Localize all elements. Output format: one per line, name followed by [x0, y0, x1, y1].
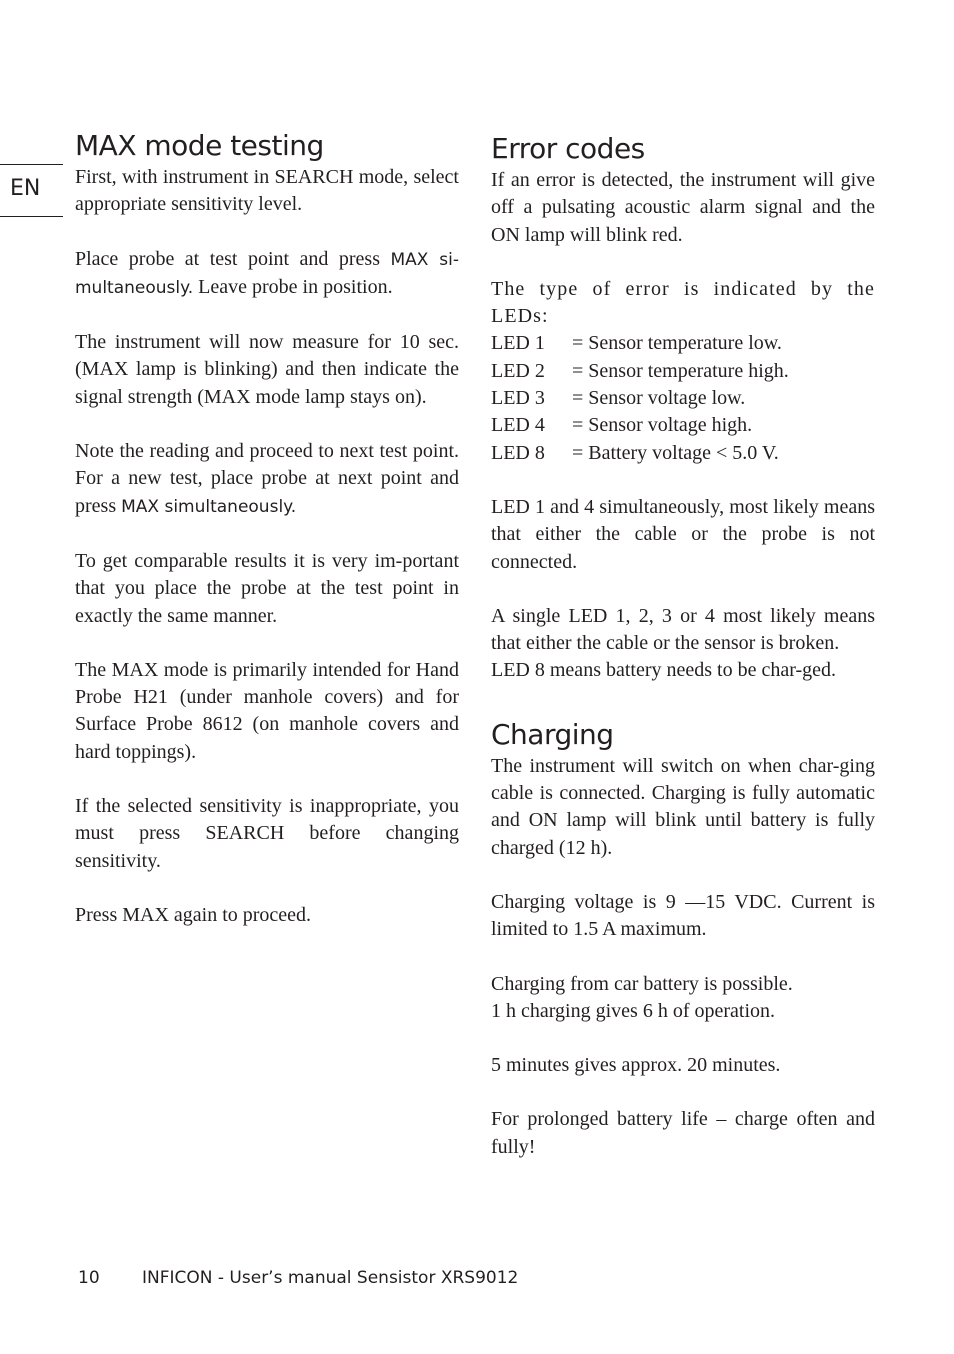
language-tab-bottom-rule [0, 216, 63, 217]
text-run: Note the reading and proceed to next test point. For a new test, place probe at next point and press [75, 440, 459, 517]
charging-paragraph-1: The instrument will switch on when char-ging cable is connected. Charging is fully automatic and ON lamp will blink until battery is fully charged (12 h). [491, 754, 875, 859]
led-label: LED 8 [491, 441, 545, 464]
led-description: = Sensor voltage high. [572, 414, 753, 437]
led-list-item [491, 330, 875, 357]
error-paragraph-1: If an error is detected, the instrument will give off a pulsating acoustic alarm signal and the ON lamp will blink red. [491, 169, 875, 246]
led-list-item [491, 412, 875, 439]
led-description: = Sensor temperature high. [572, 359, 789, 382]
max-mode-paragraph-3: The instrument will now measure for 10 sec. (MAX lamp is blinking) and then indicate the signal strength (MAX mode lamp stays on). [75, 331, 459, 408]
left-column [75, 128, 459, 956]
page-footer [78, 1268, 518, 1288]
error-paragraph-2: The type of error is indicated by the LEDs: [491, 277, 875, 328]
error-paragraph-4: A single LED 1, 2, 3 or 4 most likely means that either the cable or the sensor is broken. [491, 604, 875, 655]
max-mode-paragraph-8: Press MAX again to proceed. [75, 903, 312, 926]
led-list-item [491, 358, 875, 385]
text-run-sans: MAX si-multaneously. [75, 249, 460, 298]
max-mode-paragraph-5: To get comparable results it is very im-portant that you place the probe at the test point in exactly the same manner. [75, 549, 459, 627]
error-codes-heading: Error codes [491, 132, 645, 165]
led-list [491, 330, 875, 466]
led-label: LED 4 [491, 414, 545, 437]
language-tab-top-rule [0, 164, 63, 165]
error-paragraph-5: LED 8 means battery needs to be char-ged. [491, 659, 837, 682]
charging-paragraph-4: 5 minutes gives approx. 20 minutes. [491, 1054, 781, 1077]
max-mode-paragraph-2 [75, 246, 459, 303]
led-description: = Sensor voltage low. [572, 387, 746, 410]
right-column [491, 128, 875, 1188]
charging-paragraph-5: For prolonged battery life – charge often and fully! [491, 1108, 875, 1158]
text-run-sans: MAX simultaneously. [121, 496, 297, 517]
charging-heading: Charging [491, 717, 614, 751]
max-mode-paragraph-1: First, with instrument in SEARCH mode, select appropriate sensitivity level. [75, 166, 459, 216]
led-label: LED 3 [491, 387, 545, 410]
led-label: LED 2 [491, 359, 545, 382]
max-mode-heading: MAX mode testing [75, 129, 324, 162]
max-mode-paragraph-7: If the selected sensitivity is inappropriate, you must press SEARCH before changing sensitivity. [75, 795, 459, 872]
charging-paragraph-3a: Charging from car battery is possible. [491, 972, 793, 995]
text-run: Place probe at test point and press [75, 247, 391, 270]
led-label: LED 1 [491, 332, 545, 355]
led-description: = Battery voltage < 5.0 V. [572, 441, 779, 464]
led-description: = Sensor temperature low. [572, 332, 782, 355]
error-paragraph-3: LED 1 and 4 simultaneously, most likely means that either the cable or the probe is not connected. [491, 495, 875, 573]
led-list-item [491, 385, 875, 412]
text-run: Leave probe in position. [193, 275, 393, 298]
max-mode-paragraph-6: The MAX mode is primarily intended for Hand Probe H21 (under manhole covers) and for Surface Probe 8612 (on manhole covers and hard toppings). [75, 658, 459, 763]
max-mode-paragraph-4 [75, 438, 459, 521]
footer-title: INFICON - User’s manual Sensistor XRS9012 [142, 1268, 519, 1288]
page-number: 10 [78, 1268, 100, 1288]
led-list-item [491, 440, 875, 467]
charging-paragraph-3b: 1 h charging gives 6 h of operation. [491, 999, 776, 1022]
charging-paragraph-2: Charging voltage is 9 —15 VDC. Current is limited to 1.5 A maximum. [491, 890, 875, 941]
language-tab: EN [10, 176, 41, 201]
